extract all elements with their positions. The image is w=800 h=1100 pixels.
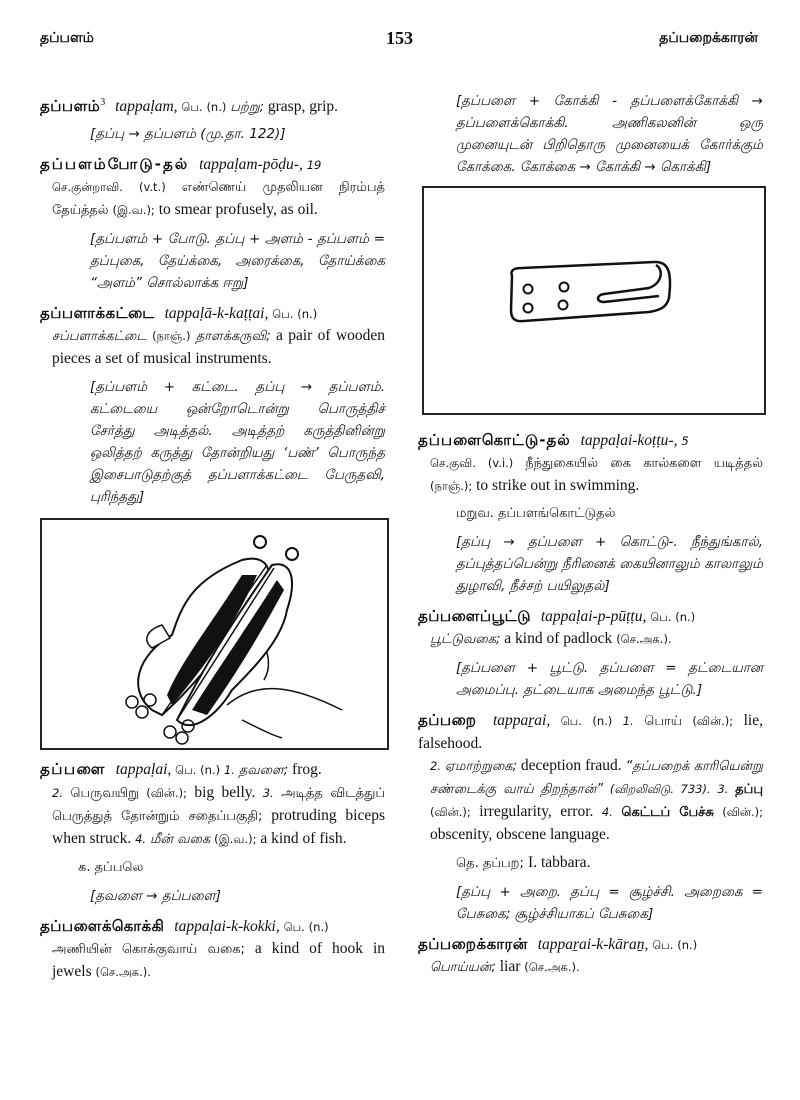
headword: தப்பளைப்பூட்டு — [418, 607, 531, 625]
source-abbrev: (வின்.); — [430, 805, 471, 819]
dictionary-entry — [40, 302, 385, 370]
transliteration: tappaḷai-p-pūṭṭu, — [540, 608, 647, 625]
pos-tamil: பெ. — [272, 307, 294, 322]
etymology: [தப்பு → தப்பளை + கொட்டு-. நீந்துங்கால், தப்புத்தப்பென்று நீரினைக் கையினாலும் காலாலும் துழாவி, நீச்சற் பயிலுதல்] — [456, 534, 763, 594]
cognate — [418, 852, 763, 875]
sense-tamil: ஏமாற்றுகை; — [444, 759, 517, 774]
sense-number: 2. — [430, 759, 441, 773]
transliteration: tappaḷai, — [115, 761, 172, 779]
page-number: 153 — [386, 28, 413, 48]
source-abbrev: (செ.அக.). — [616, 632, 672, 646]
headword: தப்பறைக்காரன் — [418, 935, 528, 953]
pos-english: (n.) — [592, 714, 613, 728]
musical-instrument-illustration-icon — [42, 520, 387, 748]
figure-musical-clappers — [40, 518, 389, 750]
sense-english: frog. — [292, 761, 322, 779]
cognate-latin: I. tabbara. — [528, 854, 591, 871]
transliteration: tappaṟai, — [492, 712, 551, 729]
sense-english: protruding biceps when struck. — [52, 807, 386, 848]
page-header — [0, 30, 800, 54]
sense-tamil: பூட்டுவகை; — [430, 632, 501, 647]
pos-tamil: செ.குன்றாவி. — [52, 180, 123, 195]
dictionary-entry — [418, 933, 763, 979]
pos-tamil: செ.குவி. — [430, 456, 476, 470]
source-abbrev: (இ.வ.); — [214, 832, 257, 847]
sense-number: 4. — [601, 805, 613, 819]
sense-tamil-2: தாளக்கருவி; — [195, 329, 271, 345]
sense-tamil: தப்பு — [735, 782, 763, 797]
sense-tamil: பற்று; — [230, 100, 265, 116]
pos-english: (v.t.) — [138, 180, 166, 195]
verb-class-number: 5 — [681, 434, 689, 448]
headword: தப்பறை — [418, 711, 477, 729]
sense-number: 2. — [52, 786, 63, 801]
left-column — [40, 92, 385, 989]
pos-english: (n.) — [677, 938, 698, 952]
sense-english: to smear profusely, as oil. — [158, 201, 318, 219]
etymology: [தப்பளை + பூட்டு. தப்பளை = தட்டையான அமைப்பு. தட்டையாக அமைந்த பூட்டு.] — [456, 660, 763, 698]
sense-english: irregularity, error. — [479, 803, 594, 820]
pos-tamil: பெ. — [560, 714, 582, 728]
sense-english: a kind of padlock — [504, 630, 613, 647]
sense-english: obscenity, obscene language. — [430, 826, 610, 843]
dictionary-entry — [40, 915, 385, 983]
source-abbrev: (வின்.); — [722, 805, 764, 819]
sense-english: big belly. — [194, 784, 256, 802]
cognate-telugu: தெ. தப்பற; — [456, 856, 524, 871]
dictionary-entry — [418, 605, 763, 651]
headword: தப்பளை — [40, 760, 106, 779]
pos-tamil: பெ. — [650, 610, 672, 624]
literary-quote: “தப்பறைக் காரியென்று சண்டைக்கு வாய் திறந்தான்” — [430, 759, 763, 797]
sense-tamil: மீன் வகை — [149, 832, 211, 848]
sense-tamil: கெட்டப் பேச்சு — [621, 805, 714, 820]
transliteration: tappaḷā-k-kaṭṭai, — [164, 305, 269, 323]
right-column — [418, 90, 763, 985]
headword: தப்பளம் — [40, 97, 101, 116]
transliteration: tappaḷai-koṭṭu-, — [580, 432, 678, 449]
sense-number: 3. — [717, 782, 729, 796]
transliteration: tappaṟai-k-kāraṉ, — [537, 936, 649, 953]
dictionary-entry — [418, 429, 763, 497]
headword: தப்பளைகொட்டு-தல் — [418, 431, 571, 449]
verb-class-number: 19 — [306, 158, 322, 173]
sense-english: grasp, grip. — [267, 98, 339, 116]
transliteration: tappaḷam-pōḍu-, — [199, 156, 303, 174]
sense-number: 4. — [135, 832, 147, 847]
sense-english: liar — [499, 958, 521, 975]
source-abbrev: (வின்.); — [146, 786, 187, 801]
pos-tamil: பெ. — [175, 763, 197, 778]
sense-english: lie, falsehood. — [418, 712, 763, 752]
source-abbrev: (நாஞ்.) — [152, 329, 191, 344]
etymology: [தப்பு → தப்பளம் (மு.தா. 122)] — [90, 126, 286, 143]
sense-tamil: சப்பளாக்கட்டை — [52, 329, 147, 345]
dictionary-entry — [418, 709, 763, 846]
headword: தப்பளைக்கொக்கி — [40, 917, 165, 936]
pos-english: (n.) — [308, 920, 329, 935]
headword: தப்பளாக்கட்டை — [40, 304, 155, 323]
sense-english: deception fraud. — [520, 757, 622, 774]
etymology: [தப்பு + அறை. தப்பு = சூழ்ச்சி. அறைகை = பேசுகை; சூழ்ச்சியாகப் பேசுகை] — [456, 884, 763, 922]
dictionary-entry — [40, 758, 385, 851]
variant-form: மறுவ. தப்பளங்கொட்டுதல் — [456, 506, 616, 521]
sense-number: 1. — [223, 763, 235, 778]
pos-tamil: பெ. — [652, 938, 674, 952]
etymology: [தவளை → தப்பளை] — [90, 888, 221, 905]
etymology: [தப்பளம் + கட்டை. தப்பு → தப்பளம். கட்டையை ஒன்றோடொன்று பொருத்திச் சேர்த்து அடித்தல். அடித்தற் கருத்தினின்று ஒலித்தற் கருத்து தோன்றியது ‘பண்’ பொருந்த இசைபாடுதற்குத் தப்பளாக்கட்டை பேருதவி, புரிந்தது] — [90, 379, 385, 506]
transliteration: tappaḷai-k-kokki, — [174, 918, 280, 936]
etymology: [தப்பளை + கோக்கி - தப்பளைக்கோக்கி → தப்பளைக்கொக்கி. அணிகலனின் ஒரு முனையுடன் பிறிதொரு முனையைக் கோர்க்கும் கோக்கை. கோக்கை → கோக்கி → கொக்கி] — [456, 93, 763, 175]
source-abbrev: (நாஞ்.); — [430, 479, 473, 493]
source-abbrev: (இ.வ.); — [112, 203, 155, 218]
transliteration: tappaḷam, — [115, 98, 178, 116]
sense-english: a kind of fish. — [260, 830, 347, 848]
sense-number: 1. — [622, 714, 634, 728]
sense-number: 3. — [262, 786, 274, 801]
sense-english: a pair of wooden pieces a set of musical instruments. — [52, 327, 386, 368]
sense-english: a kind of hook in jewels — [52, 940, 386, 981]
figure-hook-clasp — [422, 186, 766, 415]
dictionary-entry — [40, 153, 385, 222]
etymology: [தப்பளம் + போடு. தப்பு + அளம் - தப்பளம் = தப்புகை, தேய்க்கை, அரைக்கை, தோய்க்கை “அளம்” சொல்லாக்க ஈறு] — [90, 231, 385, 292]
dictionary-entry — [40, 92, 385, 119]
pos-english: (n.) — [206, 100, 227, 115]
hook-clasp-illustration-icon — [424, 188, 764, 413]
pos-english: (n.) — [297, 307, 318, 322]
pos-tamil: பெ. — [181, 100, 203, 115]
sense-tamil: அடித்த விடத்துப் பெருத்துத் தோன்றும் சதைப்பகுதி; — [52, 786, 386, 825]
pos-tamil: பெ. — [283, 920, 305, 935]
source-abbrev: (வின்.); — [692, 714, 734, 728]
homograph-number: 3 — [100, 97, 106, 108]
right-guide-word: தப்பறைக்காரன் — [659, 30, 758, 46]
sense-tamil: பொய் — [644, 714, 682, 729]
source-abbrev: (செ.அக.). — [95, 965, 151, 980]
pos-english: (v.i.) — [487, 456, 514, 470]
sense-tamil: பெருவயிறு — [70, 786, 139, 802]
pos-english: (n.) — [200, 763, 221, 778]
headword: தப்பளம்போடு-தல் — [40, 155, 190, 174]
left-guide-word: தப்பளம் — [40, 30, 94, 46]
cognate: க. தப்பலெ — [78, 860, 144, 876]
sense-tamil: தவளை; — [238, 763, 289, 779]
pos-english: (n.) — [675, 610, 696, 624]
sense-tamil: எண்ணெய் முதலியன நிரம்பத் தேய்த்தல் — [52, 180, 385, 219]
sense-tamil: அணியின் கொக்குவாய் வகை; — [52, 942, 245, 958]
quote-source: (விறலிவிடு. 733). — [609, 782, 711, 796]
sense-tamil: நீந்துகையில் கை கால்களை யடித்தல் — [525, 456, 763, 471]
sense-english: to strike out in swimming. — [476, 477, 640, 494]
sense-tamil: பொய்யன்; — [430, 960, 496, 975]
source-abbrev: (செ.அக.). — [524, 960, 580, 974]
